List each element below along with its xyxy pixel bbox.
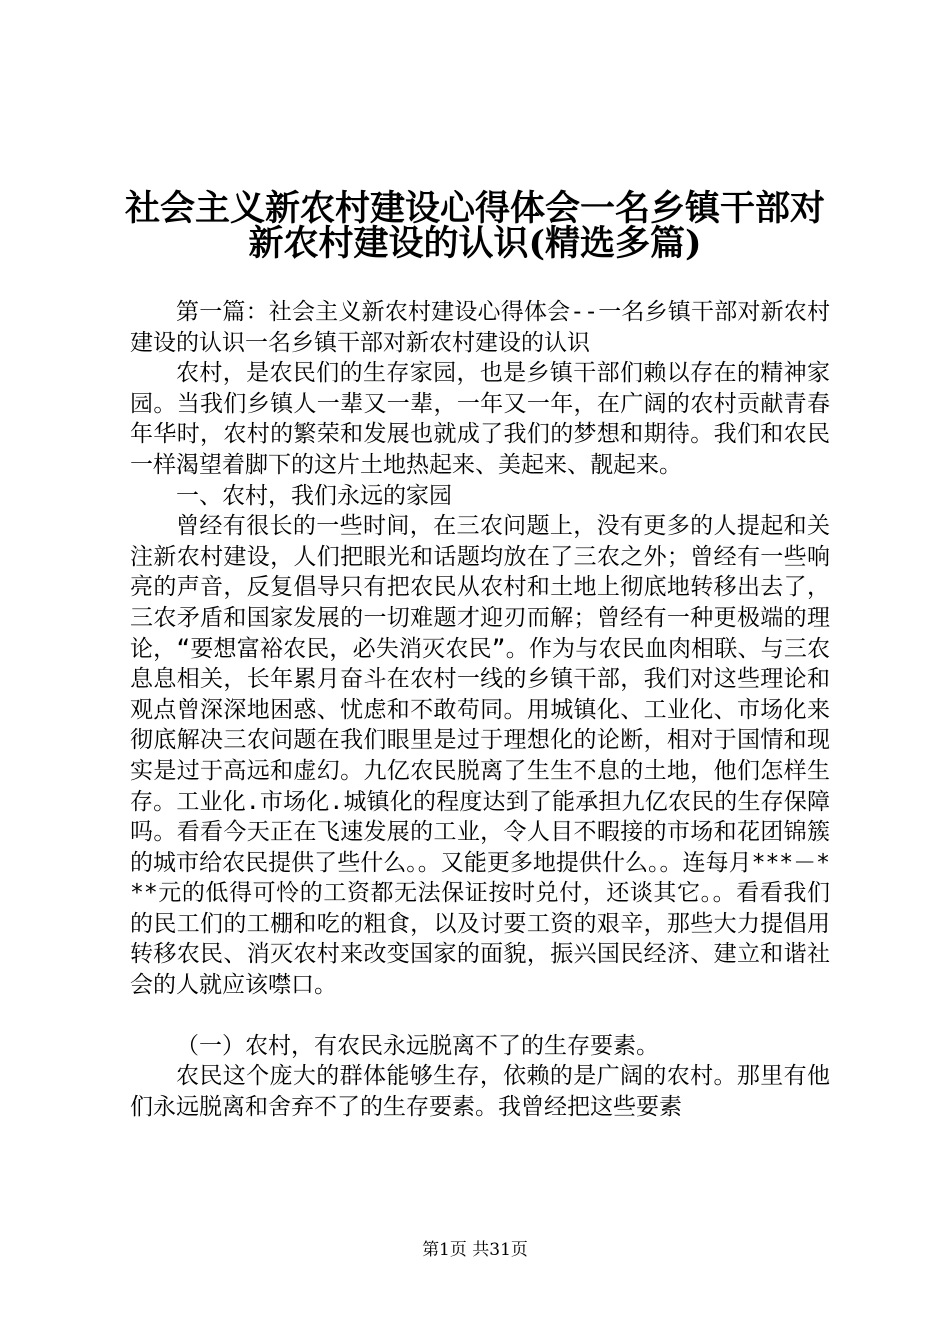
paragraph-heading-1: 一、农村，我们永远的家园 (176, 482, 452, 509)
document-body (130, 297, 830, 1122)
document-title-line-2: 新农村建设的认识(精选多篇) (248, 223, 702, 264)
paragraph-body: 农民这个庞大的群体能够生存，依赖的是广阔的农村。那里有他们永远脱离和舍弃不了的生存要素。我曾经把这些要素 (130, 1063, 830, 1120)
paragraph-section-heading: 第一篇：社会主义新农村建设心得体会--一名乡镇干部对新农村建设的认识一名乡镇干部对新农村建设的认识 (130, 299, 830, 356)
paragraph-body: 曾经有很长的一些时间，在三农问题上，没有更多的人提起和关注新农村建设，人们把眼光和话题均放在了三农之外；曾经有一些响亮的声音，反复倡导只有把农民从农村和土地上彻底地转移出去了，三农矛盾和国家发展的一切难题才迎刃而解；曾经有一种更极端的理论，“要想富裕农民，必失消灭农民”。作为与农民血肉相联、与三农息息相关，长年累月奋斗在农村一线的乡镇干部，我们对这些理论和观点曾深深地困惑、忧虑和不敢苟同。用城镇化、工业化、市场化来彻底解决三农问题在我们眼里是过于理想化的论断，相对于国情和现实是过于高远和虚幻。九亿农民脱离了生生不息的土地，他们怎样生存。工业化.市场化.城镇化的程度达到了能承担九亿农民的生存保障吗。看看今天正在飞速发展的工业，令人目不暇接的市场和花团锦簇的城市给农民提供了些什么。。又能更多地提供什么。。连每月***－***元的低得可怜的工资都无法保证按时兑付，还谈其它。。看看我们的民工们的工棚和吃的粗食，以及讨要工资的艰辛，那些大力提倡用转移农民、消灭农村来改变国家的面貌，振兴国民经济、建立和谐社会的人就应该噤口。 (130, 513, 830, 999)
page-number-footer: 第1页 共31页 (422, 1240, 528, 1260)
document-title-line-1: 社会主义新农村建设心得体会一名乡镇干部对 (124, 188, 825, 229)
paragraph-intro: 农村，是农民们的生存家园，也是乡镇干部们赖以存在的精神家园。当我们乡镇人一辈又一辈，一年又一年，在广阔的农村贡献青春年华时，农村的繁荣和发展也就成了我们的梦想和期待。我们和农民一样渴望着脚下的这片土地热起来、美起来、靓起来。 (130, 360, 830, 478)
paragraph-subheading: （一）农村，有农民永远脱离不了的生存要素。 (176, 1032, 659, 1059)
